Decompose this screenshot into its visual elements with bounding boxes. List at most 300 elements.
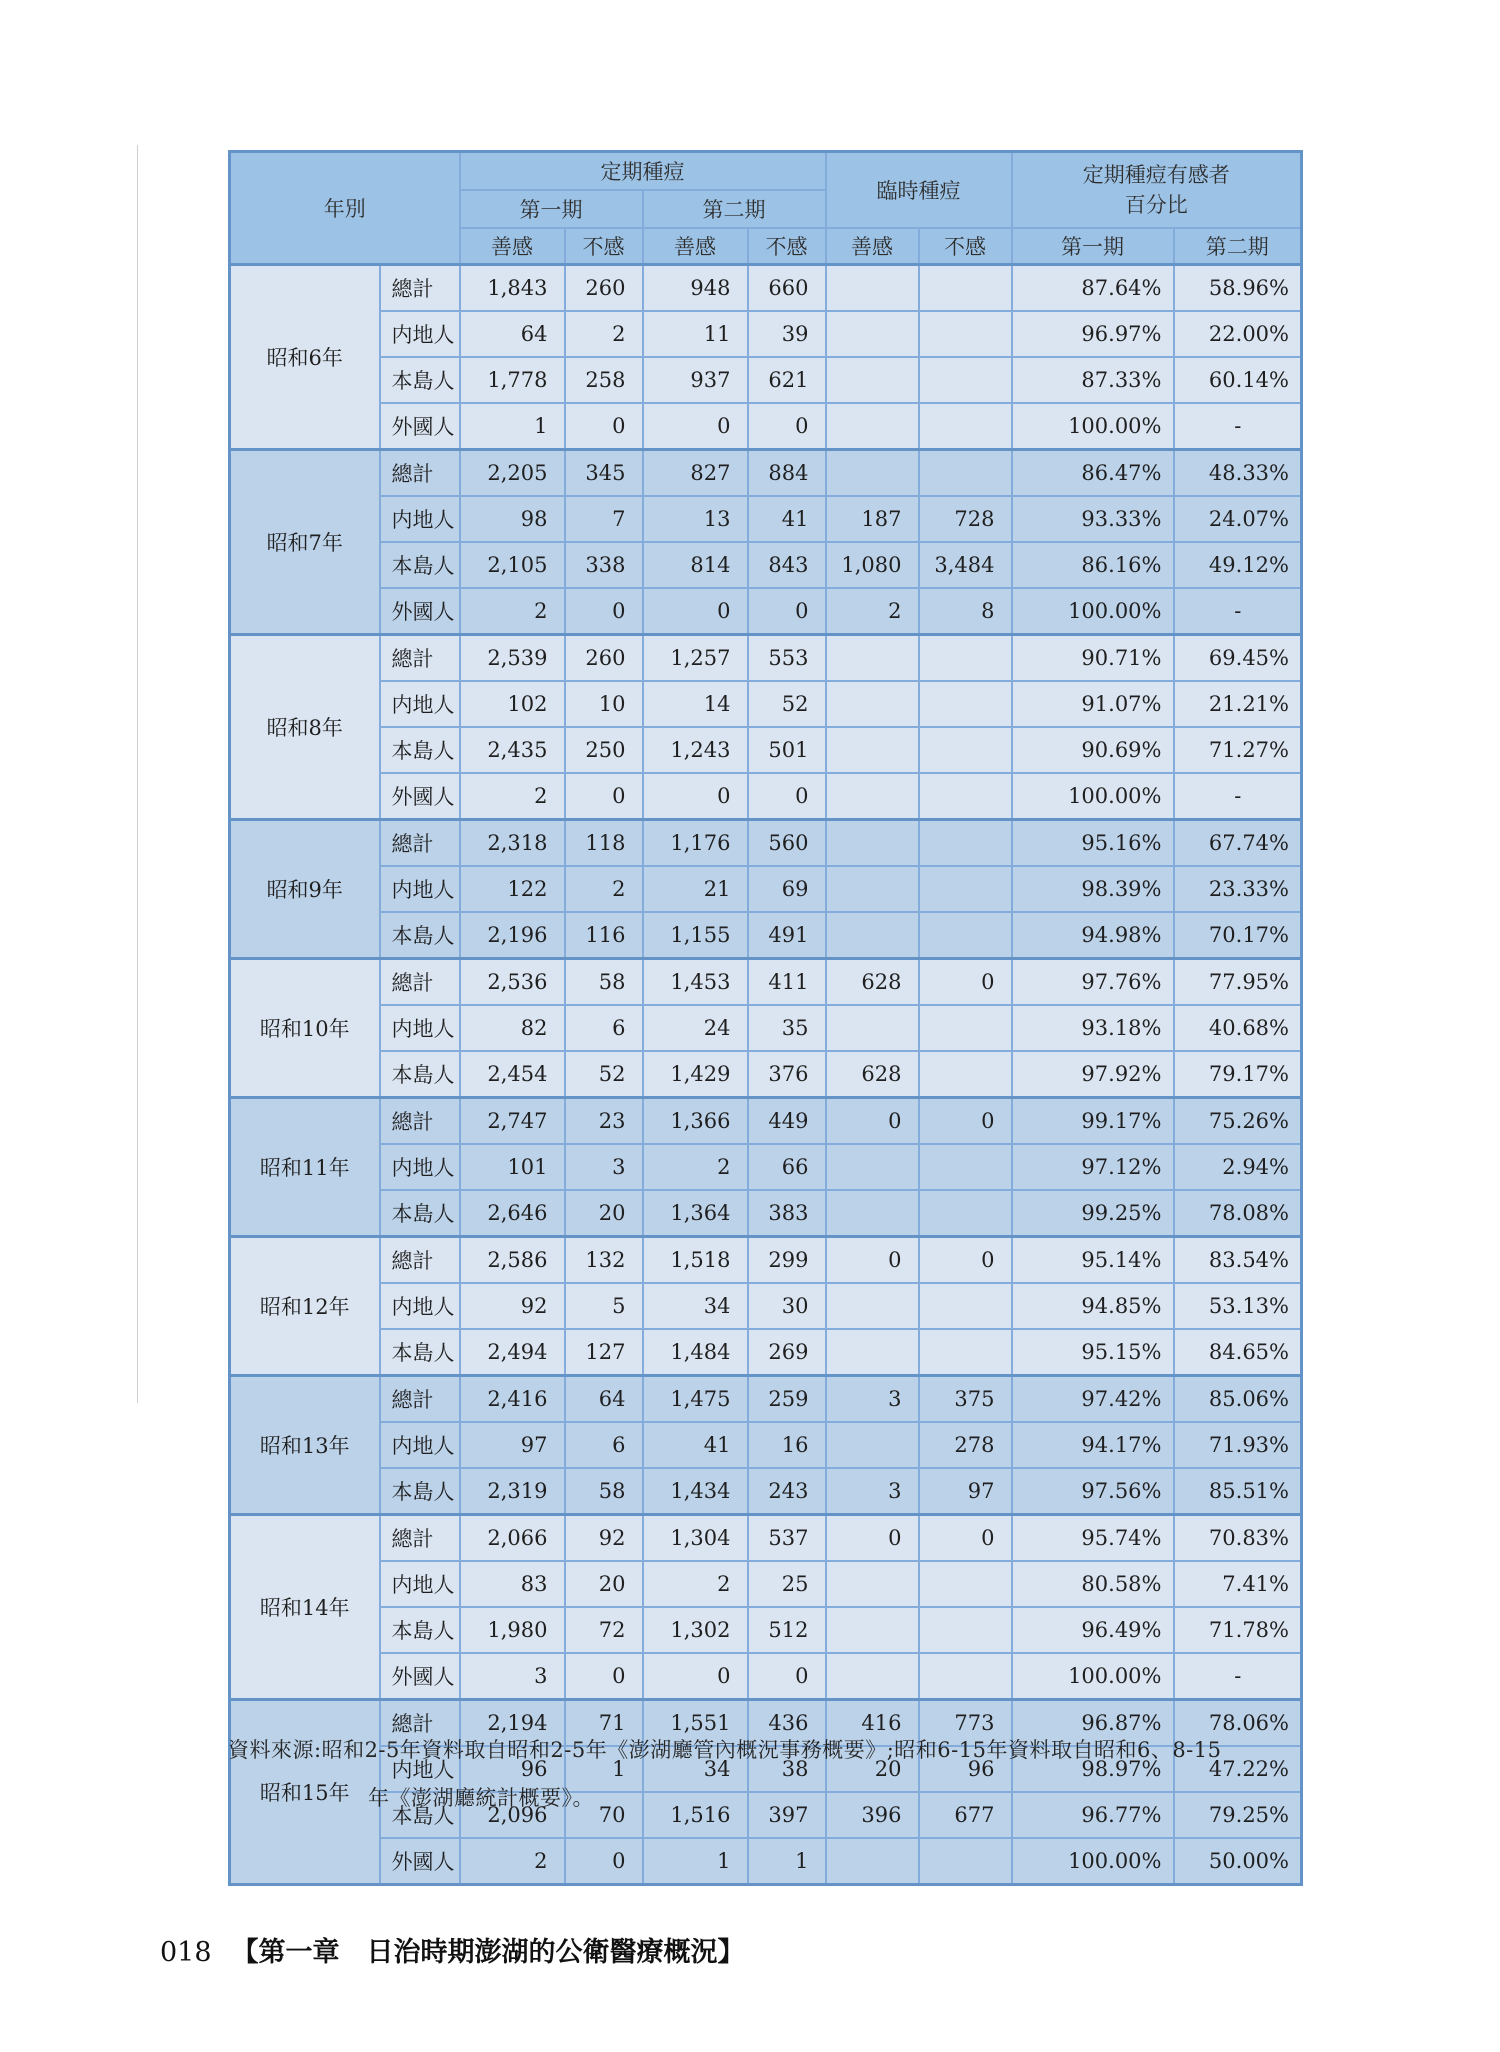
cell-period2-good: 1,551: [643, 1700, 748, 1747]
cell-pct-period1: 96.77%: [1012, 1792, 1174, 1838]
cell-period2-bad: 38: [748, 1746, 826, 1792]
cell-period1-good: 2,747: [460, 1098, 565, 1145]
cell-period2-good: 948: [643, 265, 748, 312]
cell-period1-bad: 2: [565, 311, 643, 357]
cell-period2-bad: 0: [748, 1653, 826, 1700]
cell-temp-bad: 0: [919, 959, 1012, 1006]
cell-period2-good: 814: [643, 542, 748, 588]
cell-period2-bad: 660: [748, 265, 826, 312]
cell-period1-bad: 92: [565, 1515, 643, 1562]
cell-pct-period2: 79.25%: [1174, 1792, 1302, 1838]
cell-pct-period1: 95.15%: [1012, 1329, 1174, 1376]
table-row: [230, 1838, 1302, 1885]
header-bad: 不感: [748, 228, 826, 265]
table-row: [230, 1607, 1302, 1653]
header-pct-title-line2: 百分比: [1124, 193, 1188, 217]
cell-period2-good: 827: [643, 450, 748, 497]
cell-period2-good: 1,429: [643, 1051, 748, 1098]
cell-period2-good: 34: [643, 1283, 748, 1329]
year-cell: 昭和12年: [230, 1237, 380, 1376]
cell-period1-good: 2,096: [460, 1792, 565, 1838]
cell-temp-bad: [919, 311, 1012, 357]
cell-period1-good: 97: [460, 1422, 565, 1468]
cell-period1-good: 2,539: [460, 635, 565, 682]
cell-pct-period2: 70.83%: [1174, 1515, 1302, 1562]
cell-pct-period2: 84.65%: [1174, 1329, 1302, 1376]
cell-pct-period2: 21.21%: [1174, 681, 1302, 727]
cell-pct-period1: 94.85%: [1012, 1283, 1174, 1329]
cell-period2-good: 1,366: [643, 1098, 748, 1145]
header-good: 善感: [643, 228, 748, 265]
cell-temp-bad: [919, 1329, 1012, 1376]
cell-temp-good: [826, 1422, 919, 1468]
cell-pct-period2: 75.26%: [1174, 1098, 1302, 1145]
category-cell: 本島人: [380, 912, 460, 959]
category-cell: 本島人: [380, 727, 460, 773]
category-cell: 本島人: [380, 357, 460, 403]
cell-pct-period1: 100.00%: [1012, 403, 1174, 450]
table-row: [230, 727, 1302, 773]
cell-temp-good: 628: [826, 1051, 919, 1098]
cell-period2-good: 1: [643, 1838, 748, 1885]
vaccination-table: [228, 150, 1303, 1886]
year-cell: 昭和11年: [230, 1098, 380, 1237]
cell-pct-period2: 22.00%: [1174, 311, 1302, 357]
cell-period2-bad: 243: [748, 1468, 826, 1515]
cell-period2-bad: 25: [748, 1561, 826, 1607]
cell-period1-bad: 6: [565, 1422, 643, 1468]
category-cell: 本島人: [380, 1329, 460, 1376]
cell-pct-period1: 98.39%: [1012, 866, 1174, 912]
category-cell: 内地人: [380, 1422, 460, 1468]
page-number: 018: [160, 1937, 212, 1968]
cell-period1-good: 82: [460, 1005, 565, 1051]
cell-period1-good: 2: [460, 1838, 565, 1885]
cell-period2-good: 14: [643, 681, 748, 727]
cell-period1-good: 101: [460, 1144, 565, 1190]
cell-pct-period2: 83.54%: [1174, 1237, 1302, 1284]
year-cell: 昭和6年: [230, 265, 380, 450]
cell-period2-bad: 16: [748, 1422, 826, 1468]
cell-temp-good: 1,080: [826, 542, 919, 588]
category-cell: 本島人: [380, 542, 460, 588]
category-cell: 總計: [380, 450, 460, 497]
cell-temp-bad: 278: [919, 1422, 1012, 1468]
cell-temp-good: [826, 1329, 919, 1376]
cell-period1-good: 92: [460, 1283, 565, 1329]
table-row: [230, 496, 1302, 542]
cell-pct-period1: 91.07%: [1012, 681, 1174, 727]
cell-pct-period1: 95.74%: [1012, 1515, 1174, 1562]
cell-period1-good: 2,586: [460, 1237, 565, 1284]
cell-period2-bad: 69: [748, 866, 826, 912]
header-pct-period2: 第二期: [1174, 228, 1302, 265]
cell-period2-good: 11: [643, 311, 748, 357]
cell-period1-good: 2,435: [460, 727, 565, 773]
cell-temp-good: [826, 820, 919, 867]
cell-period2-bad: 0: [748, 773, 826, 820]
category-cell: 本島人: [380, 1607, 460, 1653]
cell-period1-good: 1,980: [460, 1607, 565, 1653]
cell-temp-bad: [919, 1607, 1012, 1653]
year-group: [230, 959, 1302, 1098]
cell-temp-bad: [919, 403, 1012, 450]
cell-temp-good: 416: [826, 1700, 919, 1747]
table-row: [230, 1190, 1302, 1237]
cell-period1-bad: 0: [565, 403, 643, 450]
cell-period2-bad: 30: [748, 1283, 826, 1329]
header-year: 年別: [230, 152, 460, 265]
table-row: [230, 1283, 1302, 1329]
cell-period1-bad: 52: [565, 1051, 643, 1098]
cell-pct-period2: 50.00%: [1174, 1838, 1302, 1885]
cell-period2-good: 0: [643, 588, 748, 635]
chapter-title: 【第一章 日治時期澎湖的公衛醫療概況】: [231, 1937, 745, 1968]
table-row: [230, 265, 1302, 312]
cell-period1-good: 96: [460, 1746, 565, 1792]
cell-temp-good: [826, 311, 919, 357]
category-cell: 總計: [380, 959, 460, 1006]
table-row: [230, 1237, 1302, 1284]
cell-period1-bad: 250: [565, 727, 643, 773]
cell-period1-bad: 0: [565, 1838, 643, 1885]
cell-temp-bad: [919, 866, 1012, 912]
year-group: [230, 635, 1302, 820]
category-cell: 内地人: [380, 1561, 460, 1607]
cell-temp-bad: [919, 1838, 1012, 1885]
cell-temp-good: [826, 450, 919, 497]
category-cell: 外國人: [380, 773, 460, 820]
cell-temp-good: [826, 635, 919, 682]
category-cell: 總計: [380, 820, 460, 867]
table-row: [230, 450, 1302, 497]
cell-period1-bad: 3: [565, 1144, 643, 1190]
cell-pct-period1: 97.92%: [1012, 1051, 1174, 1098]
table-row: [230, 1561, 1302, 1607]
cell-period1-bad: 118: [565, 820, 643, 867]
cell-pct-period2: 71.78%: [1174, 1607, 1302, 1653]
cell-temp-good: [826, 1607, 919, 1653]
cell-period1-bad: 6: [565, 1005, 643, 1051]
cell-pct-period2: 71.93%: [1174, 1422, 1302, 1468]
cell-period1-good: 2: [460, 588, 565, 635]
cell-period1-bad: 0: [565, 588, 643, 635]
cell-temp-good: [826, 1144, 919, 1190]
cell-period1-good: 2,416: [460, 1376, 565, 1423]
cell-pct-period1: 95.14%: [1012, 1237, 1174, 1284]
cell-period2-bad: 52: [748, 681, 826, 727]
year-cell: 昭和8年: [230, 635, 380, 820]
cell-period2-bad: 843: [748, 542, 826, 588]
cell-period1-bad: 258: [565, 357, 643, 403]
cell-period1-bad: 260: [565, 635, 643, 682]
cell-pct-period1: 86.16%: [1012, 542, 1174, 588]
cell-period1-bad: 72: [565, 1607, 643, 1653]
cell-pct-period1: 100.00%: [1012, 773, 1174, 820]
cell-period2-bad: 501: [748, 727, 826, 773]
cell-temp-good: [826, 866, 919, 912]
year-group: [230, 1515, 1302, 1700]
cell-temp-good: [826, 773, 919, 820]
cell-pct-period2: -: [1174, 588, 1302, 635]
cell-temp-bad: [919, 265, 1012, 312]
cell-period1-bad: 70: [565, 1792, 643, 1838]
cell-period2-bad: 884: [748, 450, 826, 497]
cell-period2-good: 1,516: [643, 1792, 748, 1838]
category-cell: 外國人: [380, 1838, 460, 1885]
cell-period2-bad: 299: [748, 1237, 826, 1284]
cell-period2-good: 1,257: [643, 635, 748, 682]
cell-temp-bad: [919, 1190, 1012, 1237]
cell-temp-bad: 773: [919, 1700, 1012, 1747]
cell-temp-bad: 677: [919, 1792, 1012, 1838]
table-row: [230, 588, 1302, 635]
category-cell: 内地人: [380, 311, 460, 357]
cell-period1-good: 2: [460, 773, 565, 820]
table-row: [230, 1422, 1302, 1468]
cell-temp-good: [826, 912, 919, 959]
cell-period1-good: 2,646: [460, 1190, 565, 1237]
year-cell: 昭和10年: [230, 959, 380, 1098]
cell-temp-good: [826, 265, 919, 312]
cell-pct-period2: 24.07%: [1174, 496, 1302, 542]
cell-pct-period1: 96.87%: [1012, 1700, 1174, 1747]
header-bad: 不感: [565, 228, 643, 265]
cell-period2-good: 1,176: [643, 820, 748, 867]
cell-period1-good: 1,778: [460, 357, 565, 403]
table-row: [230, 681, 1302, 727]
cell-pct-period1: 97.76%: [1012, 959, 1174, 1006]
cell-period1-good: 2,194: [460, 1700, 565, 1747]
cell-period2-good: 1,304: [643, 1515, 748, 1562]
cell-temp-good: [826, 357, 919, 403]
cell-pct-period1: 94.17%: [1012, 1422, 1174, 1468]
cell-pct-period2: 69.45%: [1174, 635, 1302, 682]
cell-pct-period1: 90.69%: [1012, 727, 1174, 773]
table-row: [230, 1515, 1302, 1562]
cell-period1-bad: 132: [565, 1237, 643, 1284]
year-cell: 昭和13年: [230, 1376, 380, 1515]
cell-pct-period2: 47.22%: [1174, 1746, 1302, 1792]
cell-pct-period2: 78.08%: [1174, 1190, 1302, 1237]
cell-pct-period2: 2.94%: [1174, 1144, 1302, 1190]
table-header: [230, 152, 1302, 265]
cell-pct-period1: 86.47%: [1012, 450, 1174, 497]
cell-temp-good: [826, 1190, 919, 1237]
cell-period2-good: 0: [643, 403, 748, 450]
cell-period2-bad: 259: [748, 1376, 826, 1423]
cell-pct-period2: 40.68%: [1174, 1005, 1302, 1051]
cell-period1-good: 83: [460, 1561, 565, 1607]
cell-pct-period2: 48.33%: [1174, 450, 1302, 497]
year-group: [230, 1237, 1302, 1376]
cell-pct-period1: 93.18%: [1012, 1005, 1174, 1051]
table-row: [230, 866, 1302, 912]
year-group: [230, 1098, 1302, 1237]
category-cell: 内地人: [380, 496, 460, 542]
cell-period2-good: 0: [643, 773, 748, 820]
cell-period1-bad: 58: [565, 959, 643, 1006]
cell-pct-period1: 97.56%: [1012, 1468, 1174, 1515]
table-row: [230, 311, 1302, 357]
header-period2: 第二期: [643, 190, 826, 228]
cell-period2-bad: 383: [748, 1190, 826, 1237]
cell-pct-period2: 78.06%: [1174, 1700, 1302, 1747]
cell-period2-good: 1,243: [643, 727, 748, 773]
cell-period2-good: 1,155: [643, 912, 748, 959]
cell-period2-bad: 560: [748, 820, 826, 867]
source-note-line1: 資料來源:昭和2-5年資料取自昭和2-5年《澎湖廳管內概況事務概要》;昭和6-15年資料取自昭和6、8-15: [228, 1738, 1222, 1762]
cell-pct-period1: 90.71%: [1012, 635, 1174, 682]
year-group: [230, 450, 1302, 635]
cell-period1-bad: 20: [565, 1561, 643, 1607]
table-row: [230, 1098, 1302, 1145]
header-pct-title-line1: 定期種痘有感者: [1082, 163, 1230, 187]
cell-pct-period2: 79.17%: [1174, 1051, 1302, 1098]
cell-period1-good: 122: [460, 866, 565, 912]
cell-period1-good: 64: [460, 311, 565, 357]
year-group: [230, 820, 1302, 959]
cell-temp-bad: [919, 1561, 1012, 1607]
cell-pct-period2: 67.74%: [1174, 820, 1302, 867]
cell-period1-good: 2,105: [460, 542, 565, 588]
cell-temp-bad: [919, 357, 1012, 403]
table-row: [230, 912, 1302, 959]
cell-temp-good: 0: [826, 1237, 919, 1284]
table-row: [230, 542, 1302, 588]
cell-temp-good: 3: [826, 1376, 919, 1423]
cell-period2-good: 34: [643, 1746, 748, 1792]
cell-pct-period1: 95.16%: [1012, 820, 1174, 867]
table-row: [230, 357, 1302, 403]
category-cell: 内地人: [380, 1005, 460, 1051]
category-cell: 外國人: [380, 1653, 460, 1700]
cell-pct-period2: 77.95%: [1174, 959, 1302, 1006]
cell-temp-bad: [919, 773, 1012, 820]
cell-period2-bad: 376: [748, 1051, 826, 1098]
cell-period1-bad: 2: [565, 866, 643, 912]
cell-temp-bad: [919, 635, 1012, 682]
cell-pct-period2: 53.13%: [1174, 1283, 1302, 1329]
header-regular-vaccination: 定期種痘: [460, 152, 826, 191]
cell-period1-good: 2,205: [460, 450, 565, 497]
cell-temp-bad: [919, 681, 1012, 727]
cell-pct-period2: 71.27%: [1174, 727, 1302, 773]
cell-period2-good: 1,484: [643, 1329, 748, 1376]
cell-period2-bad: 449: [748, 1098, 826, 1145]
cell-temp-good: [826, 1653, 919, 1700]
year-cell: 昭和9年: [230, 820, 380, 959]
cell-period2-good: 0: [643, 1653, 748, 1700]
cell-temp-good: 396: [826, 1792, 919, 1838]
cell-period1-bad: 5: [565, 1283, 643, 1329]
header-period1: 第一期: [460, 190, 643, 228]
header-pct-title: [1012, 152, 1302, 229]
cell-period2-bad: 0: [748, 588, 826, 635]
category-cell: 總計: [380, 1700, 460, 1747]
cell-period1-bad: 0: [565, 773, 643, 820]
cell-pct-period2: 7.41%: [1174, 1561, 1302, 1607]
cell-temp-good: [826, 1561, 919, 1607]
cell-temp-bad: [919, 1653, 1012, 1700]
cell-period2-good: 21: [643, 866, 748, 912]
cell-pct-period1: 100.00%: [1012, 1653, 1174, 1700]
cell-period2-good: 1,518: [643, 1237, 748, 1284]
cell-temp-bad: 96: [919, 1746, 1012, 1792]
table-row: [230, 1329, 1302, 1376]
header-pct-period1: 第一期: [1012, 228, 1174, 265]
cell-period2-bad: 39: [748, 311, 826, 357]
page-footer: [160, 1930, 745, 1969]
cell-pct-period1: 80.58%: [1012, 1561, 1174, 1607]
cell-temp-bad: 3,484: [919, 542, 1012, 588]
cell-period1-good: 102: [460, 681, 565, 727]
cell-pct-period1: 93.33%: [1012, 496, 1174, 542]
cell-period2-bad: 491: [748, 912, 826, 959]
cell-period1-bad: 64: [565, 1376, 643, 1423]
cell-period2-bad: 35: [748, 1005, 826, 1051]
table-row: [230, 1468, 1302, 1515]
table-row: [230, 635, 1302, 682]
cell-period2-good: 24: [643, 1005, 748, 1051]
cell-period1-bad: 1: [565, 1746, 643, 1792]
cell-period1-good: 2,494: [460, 1329, 565, 1376]
cell-period2-bad: 411: [748, 959, 826, 1006]
category-cell: 總計: [380, 635, 460, 682]
cell-temp-good: 2: [826, 588, 919, 635]
cell-period1-good: 2,196: [460, 912, 565, 959]
cell-period2-bad: 0: [748, 403, 826, 450]
table-row: [230, 403, 1302, 450]
table-row: [230, 1653, 1302, 1700]
cell-period2-good: 1,475: [643, 1376, 748, 1423]
cell-temp-good: [826, 681, 919, 727]
cell-period1-good: 2,319: [460, 1468, 565, 1515]
cell-pct-period2: 23.33%: [1174, 866, 1302, 912]
cell-period1-bad: 23: [565, 1098, 643, 1145]
cell-period2-good: 937: [643, 357, 748, 403]
header-bad: 不感: [919, 228, 1012, 265]
header-good: 善感: [826, 228, 919, 265]
cell-pct-period1: 100.00%: [1012, 1838, 1174, 1885]
category-cell: 總計: [380, 1098, 460, 1145]
cell-period1-good: 2,318: [460, 820, 565, 867]
cell-temp-bad: [919, 912, 1012, 959]
cell-pct-period1: 87.33%: [1012, 357, 1174, 403]
cell-pct-period1: 99.25%: [1012, 1190, 1174, 1237]
cell-pct-period1: 87.64%: [1012, 265, 1174, 312]
category-cell: 總計: [380, 1237, 460, 1284]
category-cell: 本島人: [380, 1468, 460, 1515]
category-cell: 内地人: [380, 681, 460, 727]
cell-temp-bad: 375: [919, 1376, 1012, 1423]
cell-pct-period2: 85.51%: [1174, 1468, 1302, 1515]
cell-pct-period1: 94.98%: [1012, 912, 1174, 959]
cell-period1-good: 1,843: [460, 265, 565, 312]
cell-period1-good: 2,454: [460, 1051, 565, 1098]
year-cell: 昭和15年: [230, 1700, 380, 1885]
table-row: [230, 1144, 1302, 1190]
cell-period2-good: 2: [643, 1144, 748, 1190]
cell-pct-period1: 99.17%: [1012, 1098, 1174, 1145]
cell-temp-bad: [919, 1005, 1012, 1051]
cell-period1-bad: 71: [565, 1700, 643, 1747]
header-good: 善感: [460, 228, 565, 265]
cell-temp-good: 187: [826, 496, 919, 542]
category-cell: 總計: [380, 1376, 460, 1423]
cell-temp-good: 628: [826, 959, 919, 1006]
cell-temp-good: 20: [826, 1746, 919, 1792]
